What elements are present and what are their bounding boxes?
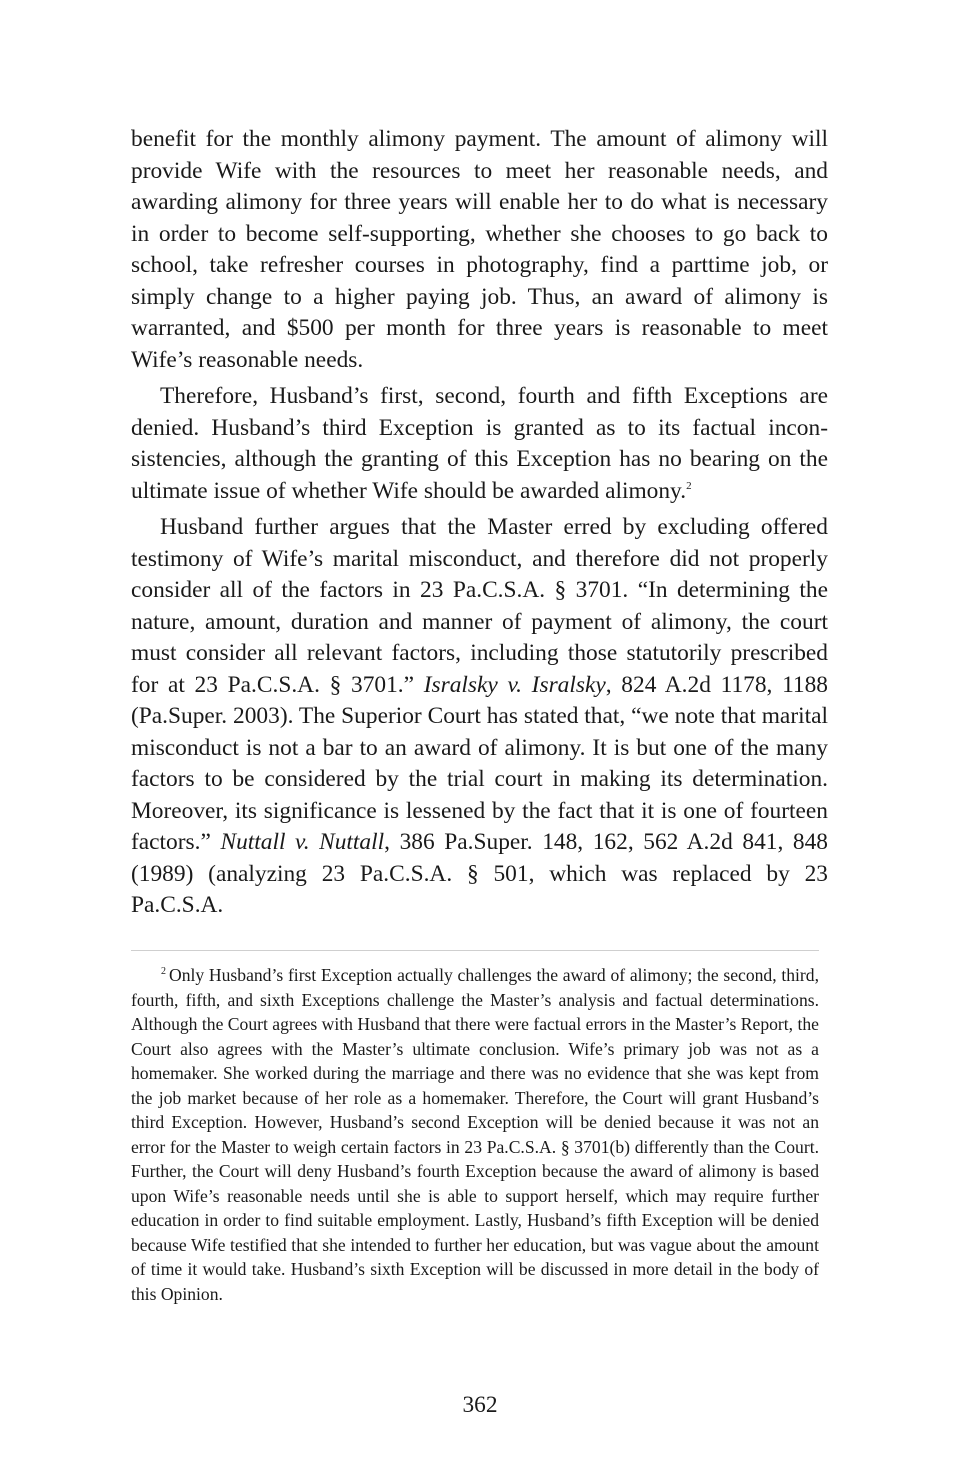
paragraph-exceptions-ruling [131, 381, 828, 507]
paragraph-misconduct-text-a: Husband further argues that the Master erred by excluding offered testimony of Wife’s marital misconduct, and therefore did not properly consider all of the factors in 23 Pa.C.S.A. § 3701. “In determining the nature, amount, duration and manner of payment of alimony, the court must consider all relevant factors, including those statutorily prescribed for at 23 Pa.C.S.A. § 3701.” [131, 514, 828, 698]
paragraph-exceptions-text: Therefore, Husband’s first, second, fourth and fifth Exceptions are denied. Husband’s third Exception is granted as to its factual inconsistencies, although the granting of this Exception has no bearing on the ultimate issue of whether Wife should be awarded alimony. [131, 383, 828, 504]
case-citation-nuttall: Nuttall v. Nuttall [220, 829, 385, 855]
paragraph-marital-misconduct [131, 512, 828, 922]
paragraph-misconduct-text-c: , 386 Pa.Super. 148, 162, 562 A.2d 841, 848 (1989) (analyzing 23 Pa.C.S.A. § 501, which was replaced by 23 Pa.C.S.A. [131, 829, 828, 918]
case-citation-isralsky: Isralsky v. Isralsky [423, 671, 606, 698]
paragraph-misconduct-text-b: , 824 A.2d 1178, 1188 (Pa.Super. 2003). The Superior Court has stated that, “we note that marital misconduct is not a bar to an award of alimony. It is but one of the many factors to be considered by the trial court in making its determination. Moreover, its significance is lessened by the fact that it is one of fourteen factors.” [131, 671, 828, 855]
footnote [131, 963, 819, 1306]
footnote-divider [131, 950, 819, 951]
footnote-number: 2 [161, 966, 166, 977]
paragraph-alimony-benefit: benefit for the monthly alimony payment. The amount of alimony will provide Wife with the resources to meet her reasonable needs, and awarding alimony for three years will enable her to do what is necessary in order to become self-supporting, whether she chooses to go back to school, take refresher courses in photography, find a parttime job, or simply change to a higher paying job. Thus, an award of alimony is warranted, and $500 per month for three years is reasonable to meet Wife’s reasonable needs. [131, 126, 828, 373]
footnote-text: Only Husband’s first Exception actually challenges the award of alimony; the second, third, fourth, fifth, and sixth Exceptions challenge the Master’s analysis and factual determinations. Although the Court agrees with Husband that there were factual errors in the Master’s Report, the Court also agrees with the Master’s ultimate conclusion. Wife’s primary job was not as a homemaker. She worked during the marriage and there was no evidence that she was kept from the job market because of her role as a homemaker. Therefore, the Court will grant Husband’s third Exception. However, Husband’s second Exception will be denied because it was not an error for the Master to weigh certain factors in 23 Pa.C.S.A. § 3701(b) differently than the Court. Further, the Court will deny Husband’s fourth Exception because the award of alimony is based upon Wife’s reasonable needs until she is able to support herself, which may require further education in order to find suitable employment. Lastly, Husband’s fifth Exception will be denied because Wife testified that she intended to further her education, but was vague about the amount of time it would take. Husband’s sixth Exception will be discussed in more detail in the body of this Opinion. [131, 965, 819, 1304]
page-number: 362 [462, 1392, 498, 1418]
footnote-reference: 2 [686, 479, 692, 492]
main-text [131, 124, 828, 922]
